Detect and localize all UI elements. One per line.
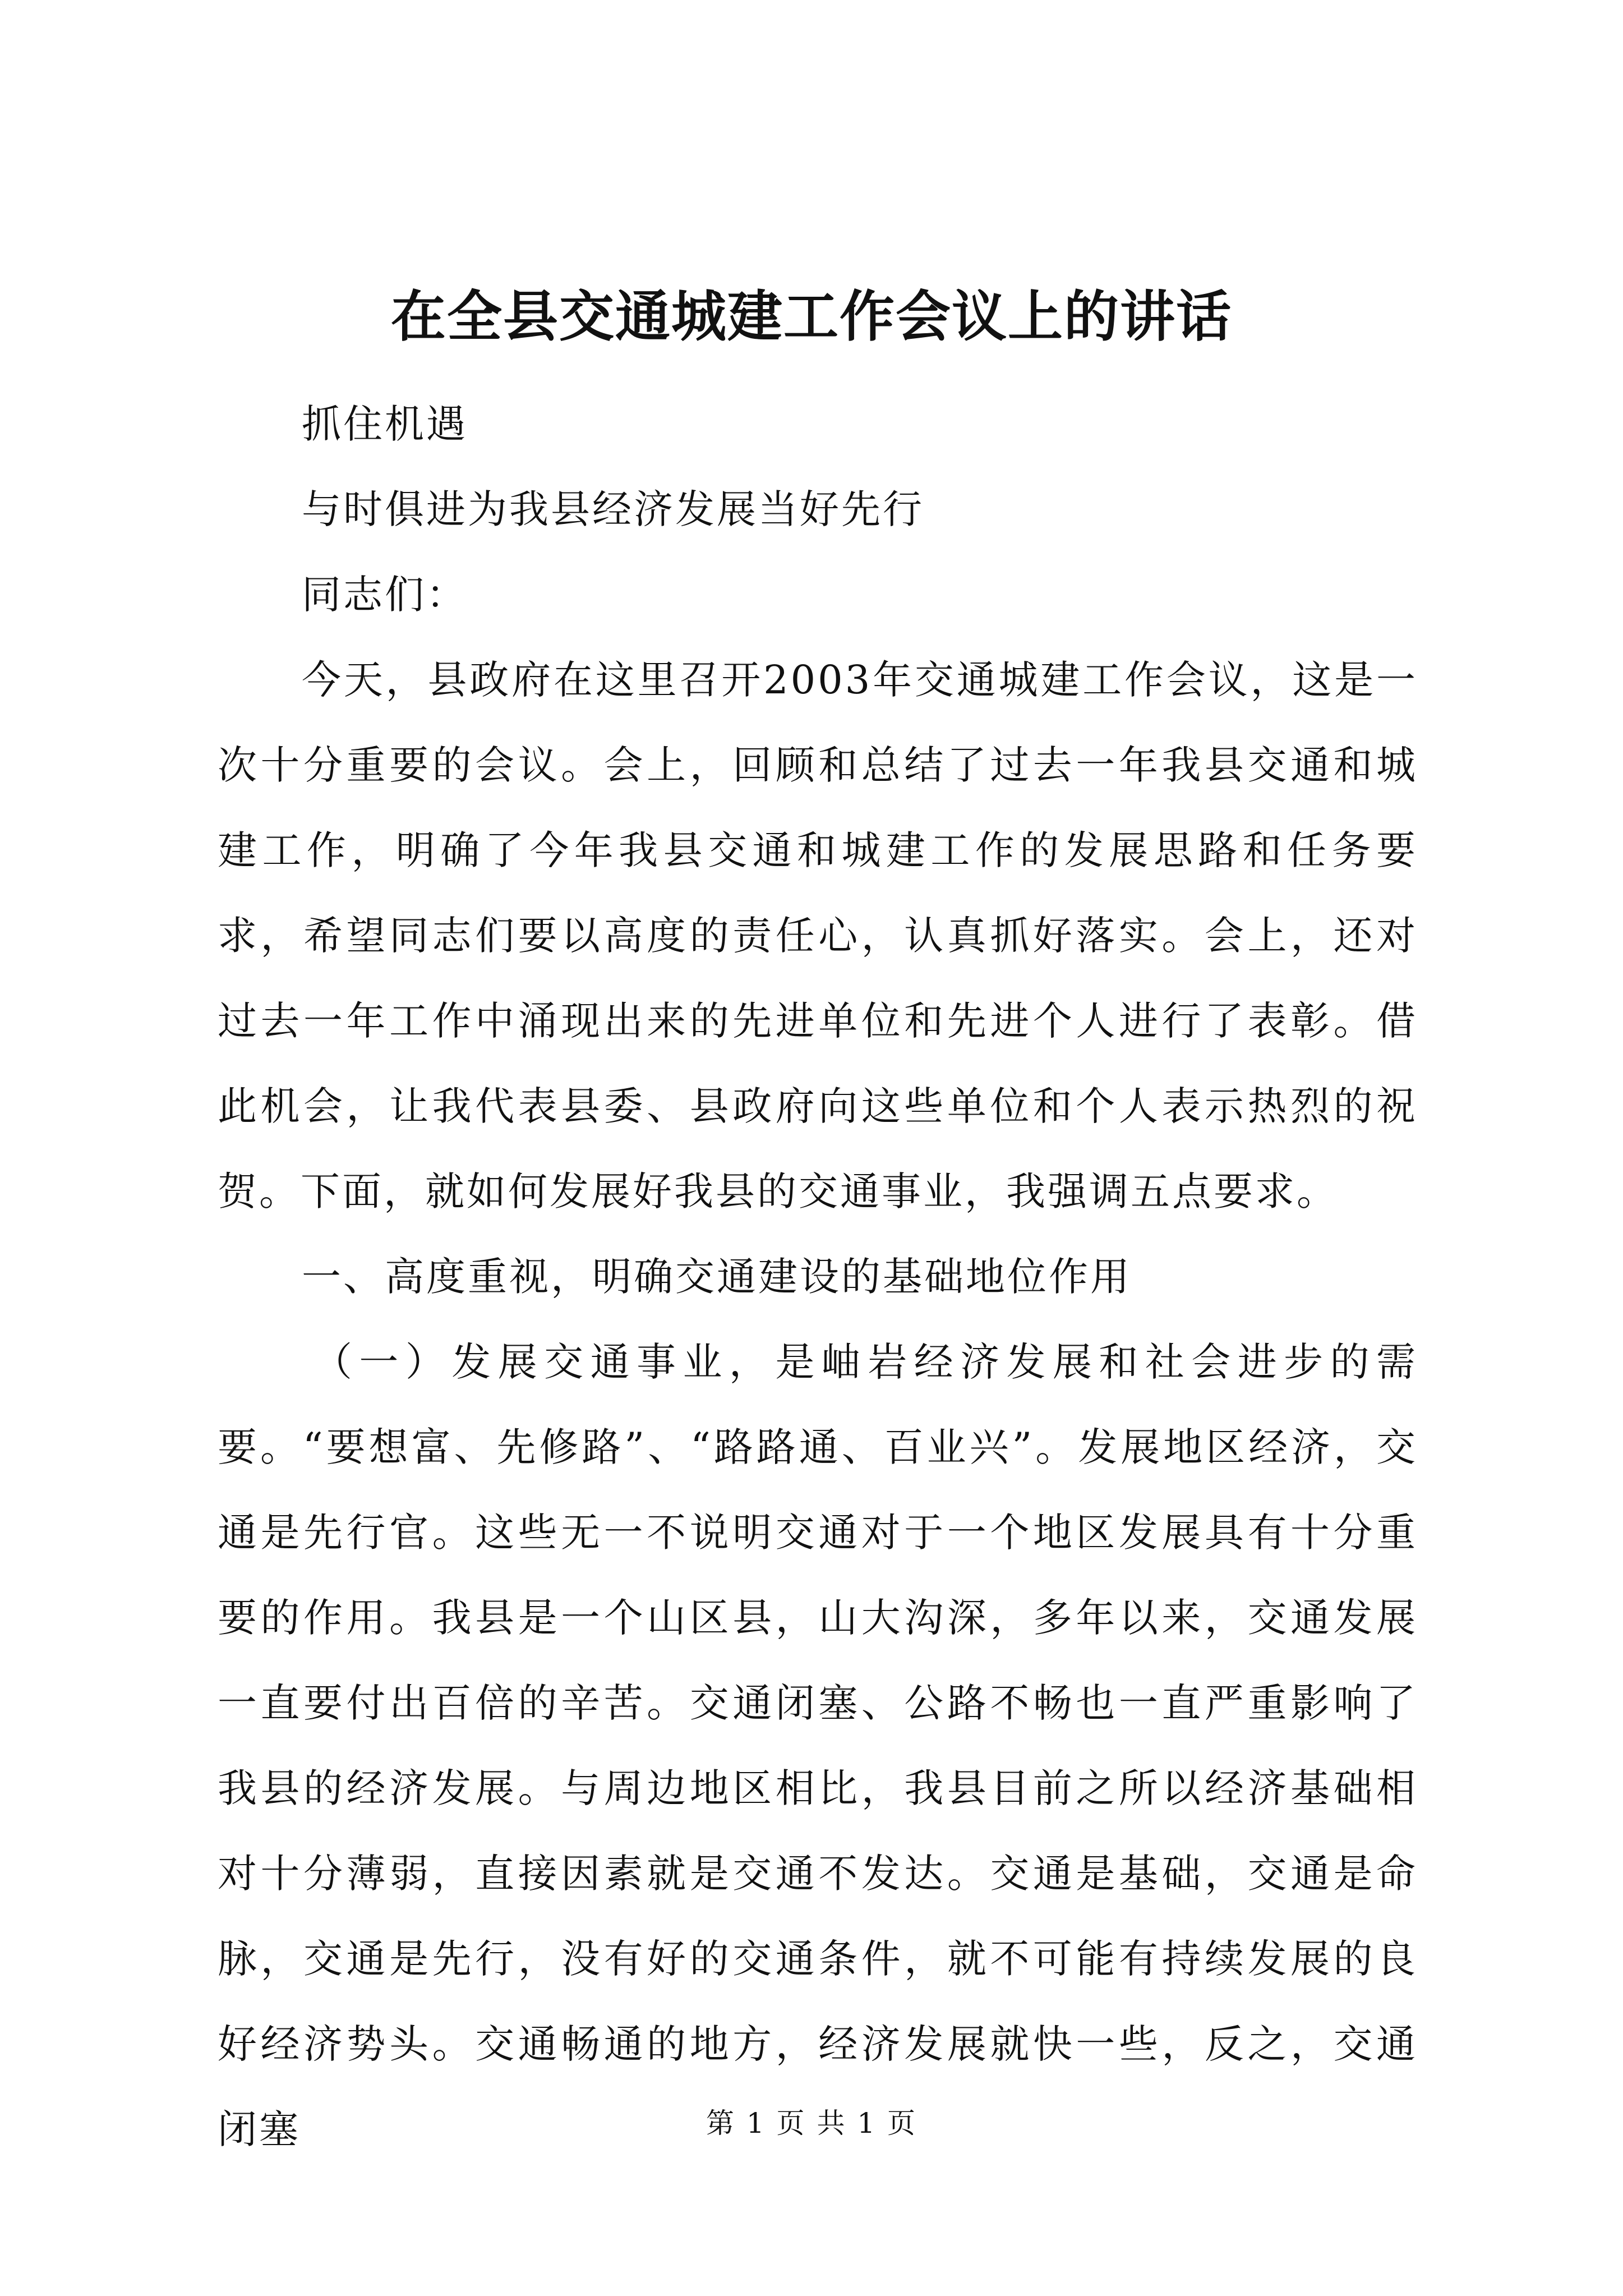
document-title: 在全县交通城建工作会议上的讲话 [390,284,1232,349]
document-body [218,381,1418,2172]
subtitle-line-1: 抓住机遇 [302,401,468,447]
paragraph-section-1-1: （一）发展交通事业，是岫岩经济发展和社会进步的需要。“要想富、先修路”、“路路通、百业兴”。发展地区经济，交通是先行官。这些无一不说明交通对于一个地区发展具有十分重要的作用。我县是一个山区县，山大沟深，多年以来，交通发展一直要付出百倍的辛苦。交通闭塞、公路不畅也一直严重影响了我县的经济发展。与周边地区相比，我县目前之所以经济基础相对十分薄弱，直接因素就是交通不发达。交通是基础，交通是命脉，交通是先行，没有好的交通条件，就不可能有持续发展的良好经济势头。交通畅通的地方，经济发展就快一些，反之，交通闭塞 [218,1339,1418,2152]
section-heading-1: 一、高度重视，明确交通建设的基础地位作用 [302,1254,1132,1300]
page-footer: 第 1 页 共 1 页 [706,2107,917,2139]
salutation: 同志们： [302,572,468,618]
paragraph-intro: 今天，县政府在这里召开2003年交通城建工作会议，这是一次十分重要的会议。会上，回顾和总结了过去一年我县交通和城建工作，明确了今年我县交通和城建工作的发展思路和任务要求，希望同志们要以高度的责任心，认真抓好落实。会上，还对过去一年工作中涌现出来的先进单位和先进个人进行了表彰。借此机会，让我代表县委、县政府向这些单位和个人表示热烈的祝贺。下面，就如何发展好我县的交通事业，我强调五点要求。 [218,657,1418,1214]
subtitle-line-2: 与时俱进为我县经济发展当好先行 [302,486,924,532]
